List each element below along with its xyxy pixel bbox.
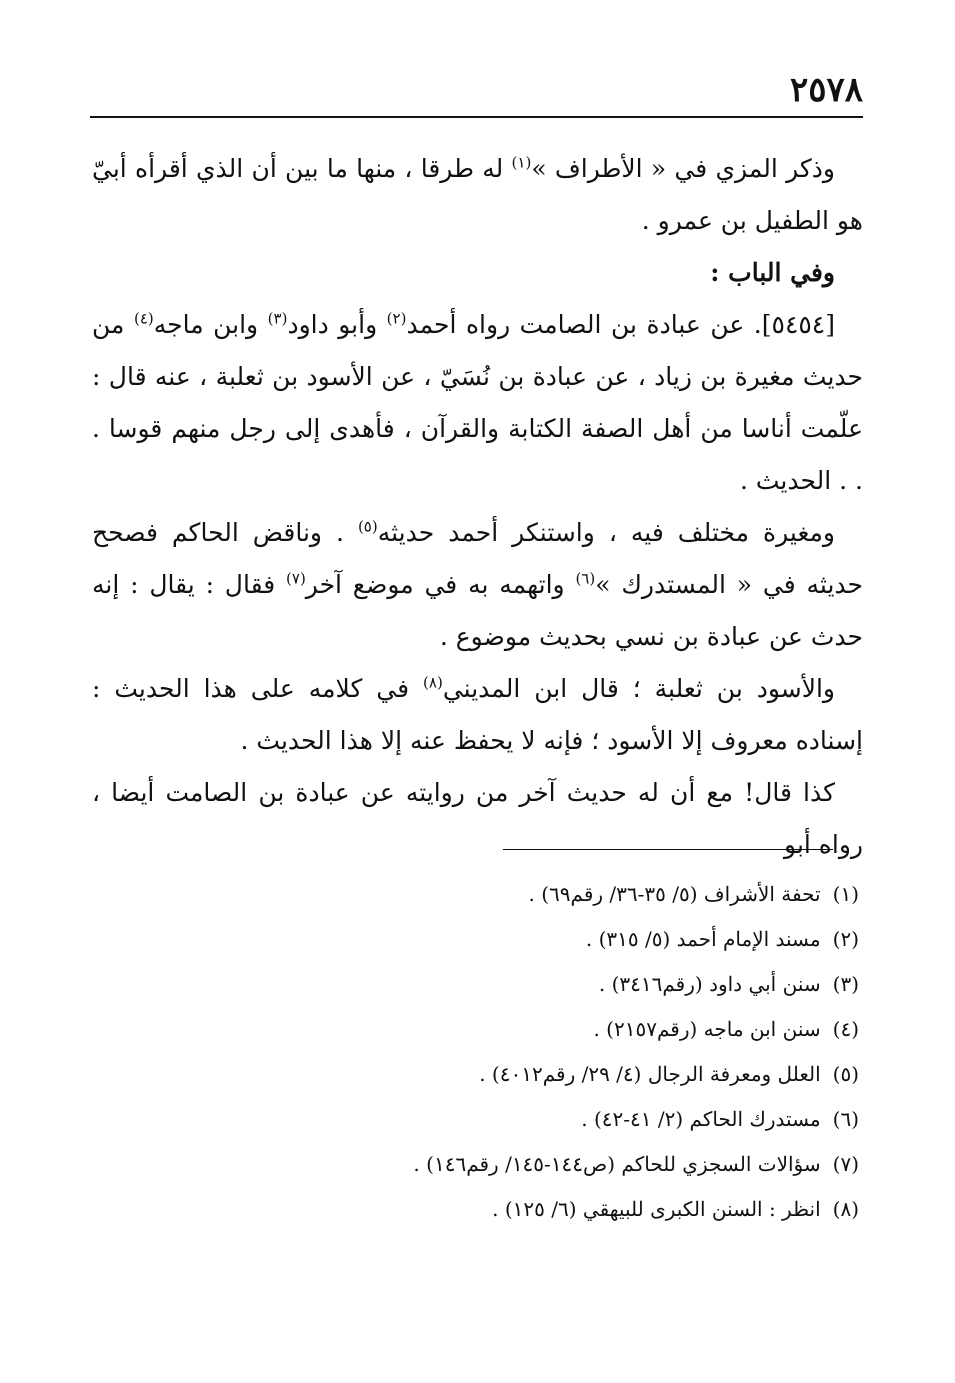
footnote-ref-4[interactable]: (٤): [133, 309, 154, 328]
footnote-ref-7[interactable]: (٧): [286, 569, 306, 588]
paragraph-2: [٥٤٥٤]. عن عبادة بن الصامت رواه أحمد$^{(٢)}$ وأبو داود$^{(٣)}$ وابن ماجه$^{(٤)}$ من حديث مغيرة بن زياد ، عن عبادة بن نُسَيّ ، عن الأسود بن ثعلبة ، عنه قال : علّمت أناسا من أهل الصفة الكتابة والقرآن ، فأهدى إلى رجل منهم قوسا . . . الحديث .: [92, 309, 863, 495]
header-rule: [90, 116, 863, 118]
paragraph-1: وذكر المزي في « الأطراف »$^{(١)}$ له طرقا ، منها ما بين أن الذي أقرأه أبيّ هو الطفيل بن عمرو .: [92, 153, 863, 235]
main-text: [92, 143, 863, 871]
page-number: ٢٥٧٨: [789, 70, 863, 110]
paragraph-5: كذا قال! مع أن له حديث آخر من روايته عن عبادة بن الصامت أيضا ، رواه أبو: [92, 778, 863, 859]
footnote-ref-6[interactable]: (٦): [575, 569, 596, 588]
footnote-ref-2[interactable]: (٢): [386, 309, 407, 328]
footnote-3: (٣)سنن أبي داود (رقم٣٤١٦) .: [598, 972, 859, 996]
footnote-ref-8[interactable]: (٨): [423, 673, 443, 692]
paragraph-4: والأسود بن ثعلبة ؛ قال ابن المديني$^{(٨)}$ في كلامه على هذا الحديث : إسناده معروف إلا الأسود ؛ فإنه لا يحفظ عنه إلا هذا الحديث .: [92, 673, 863, 755]
section-heading: وفي الباب :: [710, 258, 835, 287]
footnote-5: (٥)العلل ومعرفة الرجال (٤/ ٢٩/ رقم٤٠١٢) .: [479, 1062, 859, 1086]
footnote-4: (٤)سنن ابن ماجه (رقم٢١٥٧) .: [593, 1017, 859, 1041]
footnote-8: (٨)انظر : السنن الكبرى للبيهقي (٦/ ١٢٥) .: [492, 1197, 859, 1221]
paragraph-3: ومغيرة مختلف فيه ، واستنكر أحمد حديثه$^{(٥)}$ . وناقض الحاكم فصحح حديثه في « المستدرك »$^{(٦)}$ واتهمه به في موضع آخر$^{(٧)}$ فقال : يقال : إنه حدث عن عبادة بن نسي بحديث موضوع .: [92, 517, 864, 651]
footnote-ref-1[interactable]: (١): [511, 153, 532, 172]
footnote-1: (١)تحفة الأشراف (٥/ ٣٥-٣٦/ رقم٦٩) .: [528, 882, 859, 906]
footnote-separator: [503, 849, 833, 850]
footnote-ref-5[interactable]: (٥): [357, 517, 378, 536]
footnote-ref-3[interactable]: (٣): [267, 309, 288, 328]
footnotes: [150, 872, 859, 1232]
footnote-7: (٧)سؤالات السجزي للحاكم (ص١٤٤-١٤٥/ رقم١٤٦) .: [413, 1152, 859, 1176]
footnote-6: (٦)مستدرك الحاكم (٢/ ٤١-٤٢) .: [581, 1107, 859, 1131]
footnote-2: (٢)مسند الإمام أحمد (٥/ ٣١٥) .: [585, 927, 859, 951]
